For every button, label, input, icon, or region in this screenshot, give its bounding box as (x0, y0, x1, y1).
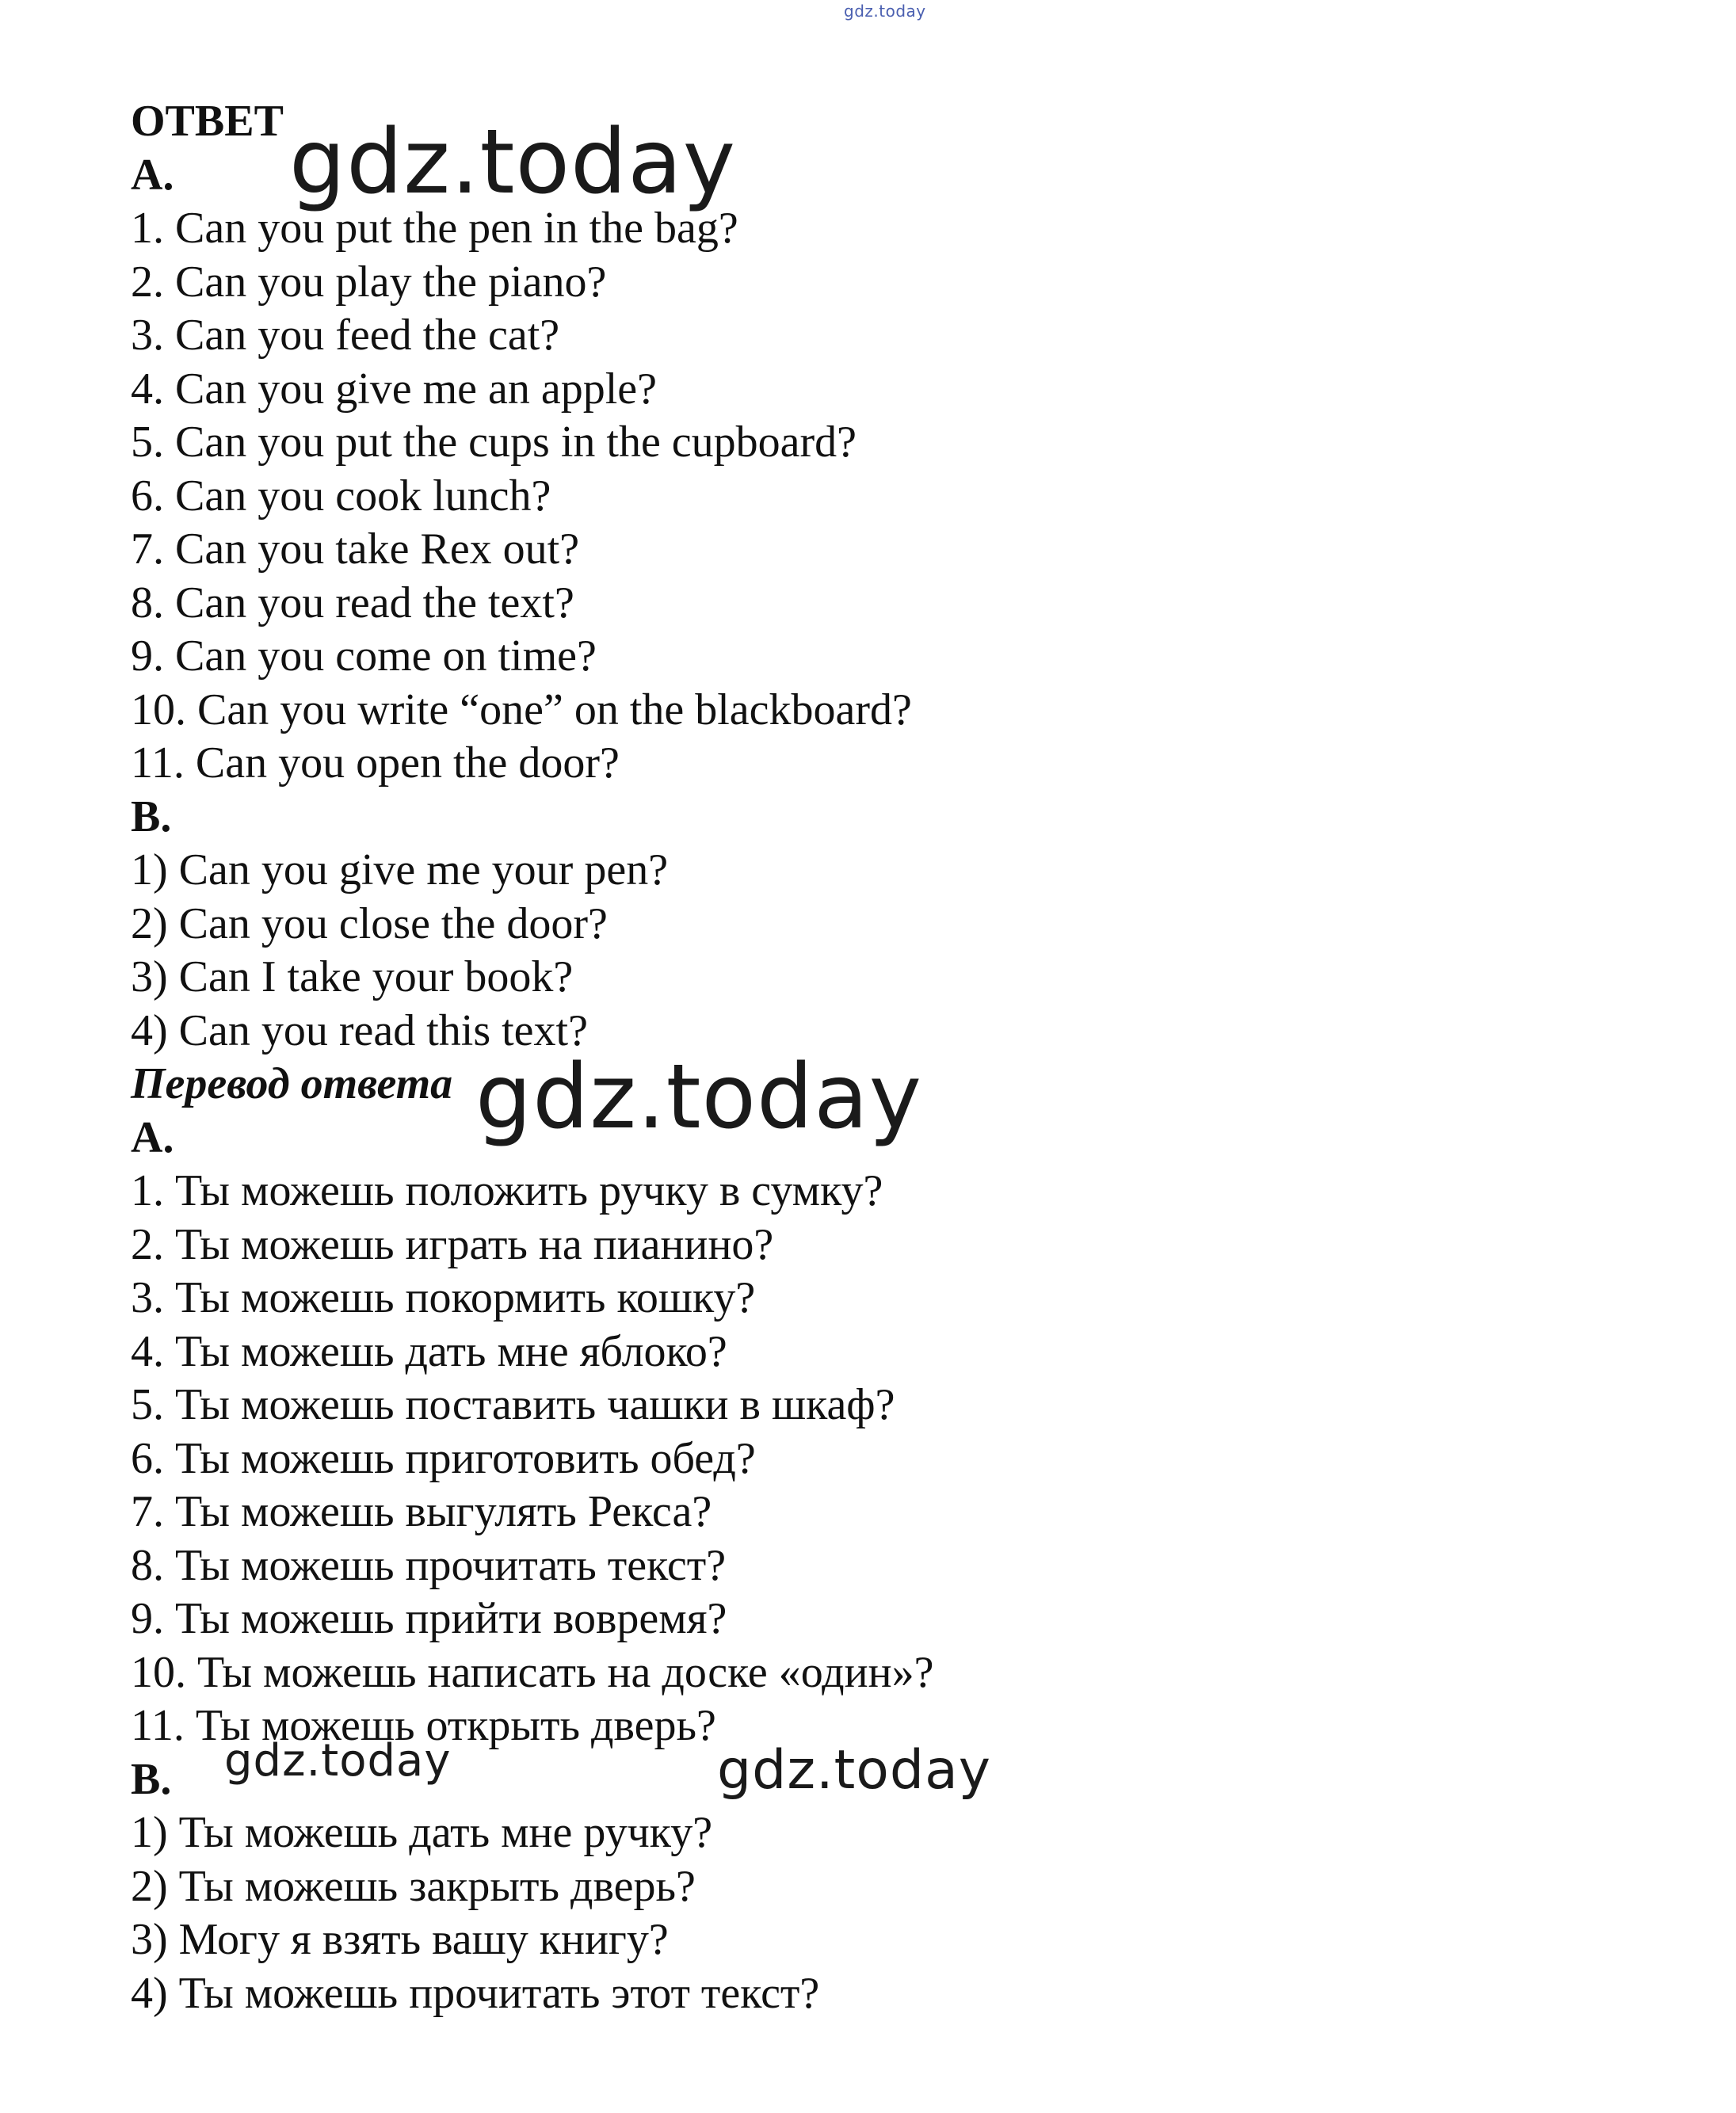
translation-b-item: 1) Ты можешь дать мне ручку? (131, 1808, 713, 1857)
section-a-label: A. (131, 150, 174, 200)
translation-a-item: 8. Ты можешь прочитать текст? (131, 1540, 727, 1590)
translation-a-item: 1. Ты можешь положить ручку в сумку? (131, 1166, 883, 1215)
translation-a-item: 11. Ты можешь открыть дверь? (131, 1701, 716, 1750)
translation-a-item: 2. Ты можешь играть на пианино? (131, 1219, 774, 1269)
watermark: gdz.today (289, 111, 737, 214)
translation-a-item: 10. Ты можешь написать на доске «один»? (131, 1647, 934, 1697)
translation-a-item: 6. Ты можешь приготовить обед? (131, 1433, 756, 1483)
translation-a-item: 3. Ты можешь покормить кошку? (131, 1273, 756, 1322)
translation-a-item: 7. Ты можешь выгулять Рекса? (131, 1487, 712, 1536)
translation-a-item: 9. Ты можешь прийти вовремя? (131, 1594, 727, 1643)
watermark: gdz.today (717, 1739, 991, 1802)
translation-b-label: B. (131, 1754, 172, 1804)
answer-heading: ОТВЕТ (131, 97, 284, 146)
section-b-item: 4) Can you read this text? (131, 1005, 588, 1055)
translation-a-label: A. (131, 1112, 174, 1162)
section-a-item: 8. Can you read the text? (131, 578, 574, 627)
section-b-label: B. (131, 791, 172, 841)
section-b-item: 2) Can you close the door? (131, 898, 608, 948)
section-a-item: 5. Can you put the cups in the cupboard? (131, 418, 857, 467)
section-a-item: 6. Can you cook lunch? (131, 471, 551, 521)
section-a-item: 3. Can you feed the cat? (131, 311, 560, 360)
section-a-item: 7. Can you take Rex out? (131, 524, 580, 574)
section-a-item: 2. Can you play the piano? (131, 257, 607, 307)
translation-heading: Перевод ответа (131, 1059, 453, 1108)
translation-b-item: 3) Могу я взять вашу книгу? (131, 1915, 669, 1964)
section-a-item: 4. Can you give me an apple? (131, 364, 658, 414)
section-a-item: 1. Can you put the pen in the bag? (131, 204, 738, 253)
translation-a-item: 4. Ты можешь дать мне яблоко? (131, 1326, 727, 1376)
section-b-item: 1) Can you give me your pen? (131, 845, 669, 894)
translation-b-item: 2) Ты можешь закрыть дверь? (131, 1861, 696, 1911)
watermark: gdz.today (475, 1046, 923, 1149)
section-a-item: 11. Can you open the door? (131, 738, 620, 788)
header-watermark: gdz.today (844, 2, 926, 21)
translation-a-item: 5. Ты можешь поставить чашки в шкаф? (131, 1380, 895, 1429)
section-b-item: 3) Can I take your book? (131, 952, 574, 1001)
section-a-item: 9. Can you come on time? (131, 631, 597, 681)
section-a-item: 10. Can you write “one” on the blackboard? (131, 685, 912, 734)
watermark: gdz.today (224, 1735, 452, 1787)
translation-b-item: 4) Ты можешь прочитать этот текст? (131, 1968, 820, 2018)
